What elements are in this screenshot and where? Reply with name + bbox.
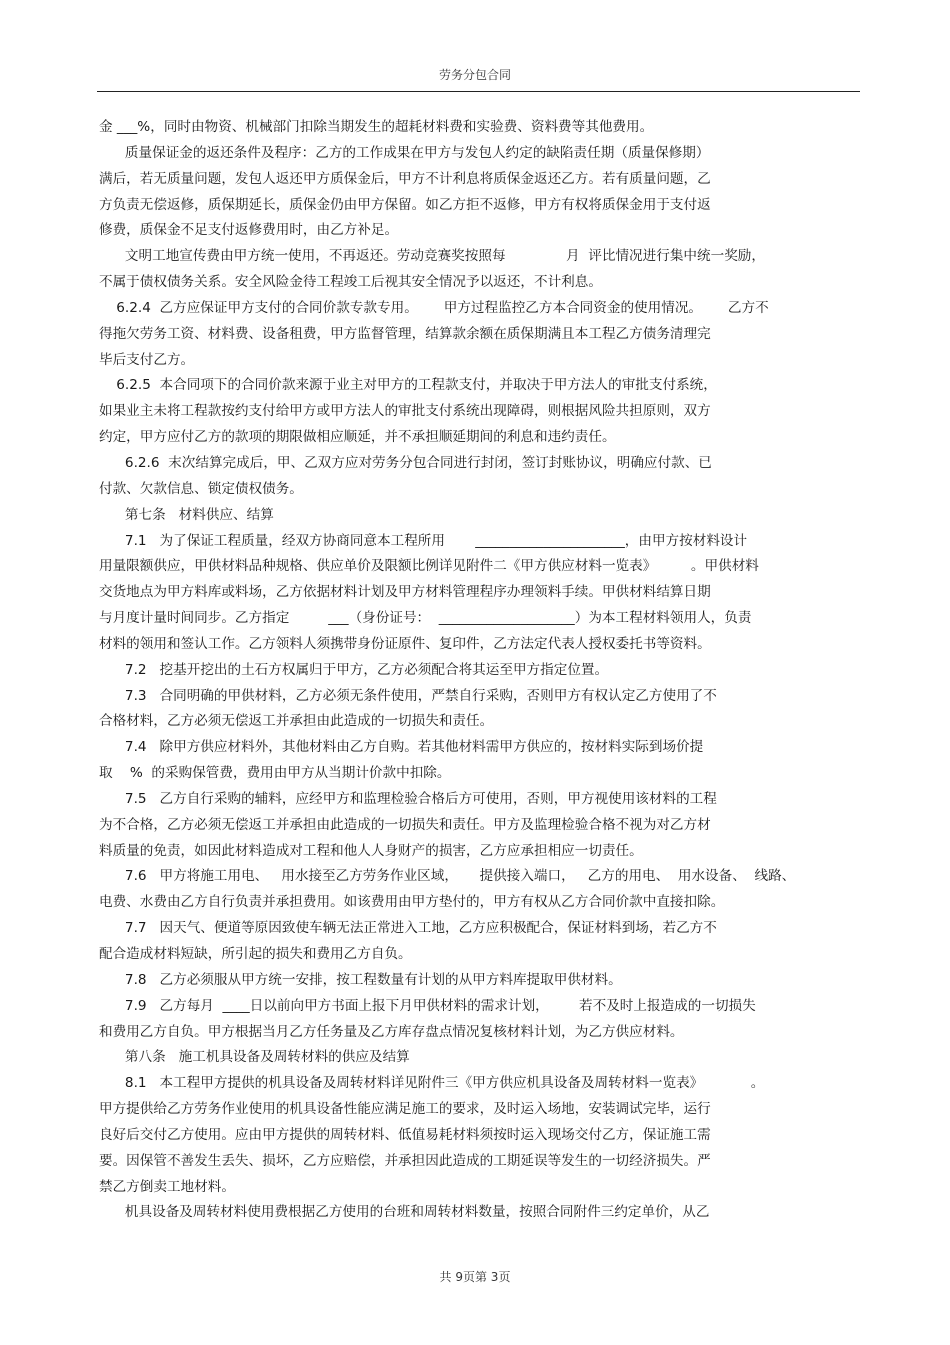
- text-line: 7.2 挖基开挖出的土石方权属归于甲方，乙方必须配合将其运至甲方指定位置。: [99, 661, 609, 678]
- text-line: 不属于债权债务关系。安全风险金待工程竣工后视其安全情况予以返还，不计利息。: [99, 274, 602, 291]
- text-line: 甲方提供给乙方劳务作业使用的机具设备性能应满足施工的要求，及时运入场地，安装调试完毕，运行: [99, 1101, 711, 1118]
- text-line: 满后，若无质量问题，发包人返还甲方质保金后，甲方不计利息将质保金返还乙方。若有质量问题，乙: [99, 170, 711, 187]
- document-body: [99, 115, 859, 1226]
- text-line: 7.6 甲方将施工用电、 用水接至乙方劳务作业区域， 提供接入端口， 乙方的用电、 用水设备、 线路、: [99, 868, 796, 885]
- text-line: 要。因保管不善发生丢失、损坏，乙方应赔偿，并承担因此造成的工期延误等发生的一切经济损失。严: [99, 1152, 711, 1169]
- header-rule: [97, 91, 860, 92]
- text-line: 7.8 乙方必须服从甲方统一安排，按工程数量有计划的从甲方料库提取甲供材料。: [99, 971, 622, 988]
- text-line: 与月度计量时间同步。乙方指定 ___（身份证号： ____________________）为本工程材料领用人，负责: [99, 610, 752, 627]
- text-line: 料质量的免责，如因此材料造成对工程和他人人身财产的损害，乙方应承担相应一切责任。: [99, 842, 643, 859]
- text-line: 取 % 的采购保管费，费用由甲方从当期计价款中扣除。: [99, 765, 451, 782]
- text-line: 和费用乙方自负。甲方根据当月乙方任务量及乙方库存盘点情况复核材料计划，为乙方供应材料。: [99, 1023, 684, 1040]
- text-line: 6.2.5 本合同项下的合同价款来源于业主对甲方的工程款支付，并取决于甲方法人的审批支付系统，: [99, 377, 717, 394]
- text-line: 8.1 本工程甲方提供的机具设备及周转材料详见附件三《甲方供应机具设备及周转材料一览表》 。: [99, 1075, 765, 1092]
- text-line: 7.9 乙方每月 ____日以前向甲方书面上报下月甲供材料的需求计划， 若不及时上报造成的一切损失: [99, 997, 756, 1014]
- text-line: 得拖欠劳务工资、材料费、设备租费，甲方监督管理，结算款余额在质保期满且本工程乙方债务清理完: [99, 325, 711, 342]
- text-line: 6.2.4 乙方应保证甲方支付的合同价款专款专用。 甲方过程监控乙方本合同资金的使用情况。 乙方不: [99, 299, 769, 316]
- text-line: 如果业主未将工程款按约支付给甲方或甲方法人的审批支付系统出现障碍，则根据风险共担原则，双方: [99, 403, 711, 420]
- text-line: 付款、欠款信息、锁定债权债务。: [99, 480, 303, 497]
- text-line: 7.4 除甲方供应材料外，其他材料由乙方自购。若其他材料需甲方供应的，按材料实际到场价提: [99, 739, 704, 756]
- text-line: 6.2.6 末次结算完成后，甲、乙双方应对劳务分包合同进行封闭，签订封账协议，明确应付款、已: [99, 454, 712, 471]
- page-header: 劳务分包合同: [438, 68, 511, 82]
- text-line: 交货地点为甲方料库或料场，乙方依据材料计划及甲方材料管理程序办理领料手续。甲供材料结算日期: [99, 584, 711, 601]
- text-line: 机具设备及周转材料使用费根据乙方使用的台班和周转材料数量，按照合同附件三约定单价，从乙: [99, 1204, 710, 1221]
- text-line: 第七条 材料供应、结算: [99, 506, 274, 523]
- text-line: 毕后支付乙方。: [99, 351, 195, 368]
- text-line: 质量保证金的返还条件及程序：乙方的工作成果在甲方与发包人约定的缺陷责任期（质量保修期）: [99, 144, 710, 161]
- text-line: 良好后交付乙方使用。应由甲方提供的周转材料、低值易耗材料须按时运入现场交付乙方，保证施工需: [99, 1126, 711, 1143]
- text-line: 禁乙方倒卖工地材料。: [99, 1178, 235, 1195]
- text-line: 7.3 合同明确的甲供材料，乙方必须无条件使用，严禁自行采购，否则甲方有权认定乙方使用了不: [99, 687, 717, 704]
- text-line: 7.7 因天气、便道等原因致使车辆无法正常进入工地，乙方应积极配合，保证材料到场，若乙方不: [99, 920, 717, 937]
- text-line: 为不合格，乙方必须无偿返工并承担由此造成的一切损失和责任。甲方及监理检验合格不视为对乙方材: [99, 816, 711, 833]
- text-line: 合格材料，乙方必须无偿返工并承担由此造成的一切损失和责任。: [99, 713, 494, 730]
- text-line: 约定，甲方应付乙方的款项的期限做相应顺延，并不承担顺延期间的利息和违约责任。: [99, 429, 616, 446]
- text-line: 7.5 乙方自行采购的辅料，应经甲方和监理检验合格后方可使用，否则，甲方视使用该材料的工程: [99, 790, 717, 807]
- text-line: 配合造成材料短缺，所引起的损失和费用乙方自负。: [99, 946, 412, 962]
- page-footer: 共 9页第 3页: [439, 1270, 511, 1284]
- text-line: 用量限额供应，甲供材料品种规格、供应单价及限额比例详见附件二《甲方供应材料一览表》 。甲供材料: [99, 558, 759, 575]
- text-line: 金 ___%，同时由物资、机械部门扣除当期发生的超耗材料费和实验费、资料费等其他费用。: [99, 119, 654, 135]
- text-line: 7.1 为了保证工程质量，经双方协商同意本工程所用 ______________________，由甲方按材料设计: [99, 532, 748, 549]
- text-line: 材料的领用和签认工作。乙方领料人须携带身份证原件、复印件，乙方法定代表人授权委托书等资料。: [99, 635, 711, 652]
- text-line: 文明工地宣传费由甲方统一使用，不再返还。劳动竞赛奖按照每 月 评比情况进行集中统一奖励，: [99, 248, 765, 265]
- text-line: 方负责无偿返修，质保期延长，质保金仍由甲方保留。如乙方拒不返修，甲方有权将质保金用于支付返: [99, 196, 711, 213]
- text-line: 电费、水费由乙方自行负责并承担费用。如该费用由甲方垫付的，甲方有权从乙方合同价款中直接扣除。: [99, 894, 725, 911]
- text-line: 修费，质保金不足支付返修费用时，由乙方补足。: [99, 222, 399, 239]
- text-line: 第八条 施工机具设备及周转材料的供应及结算: [99, 1049, 410, 1066]
